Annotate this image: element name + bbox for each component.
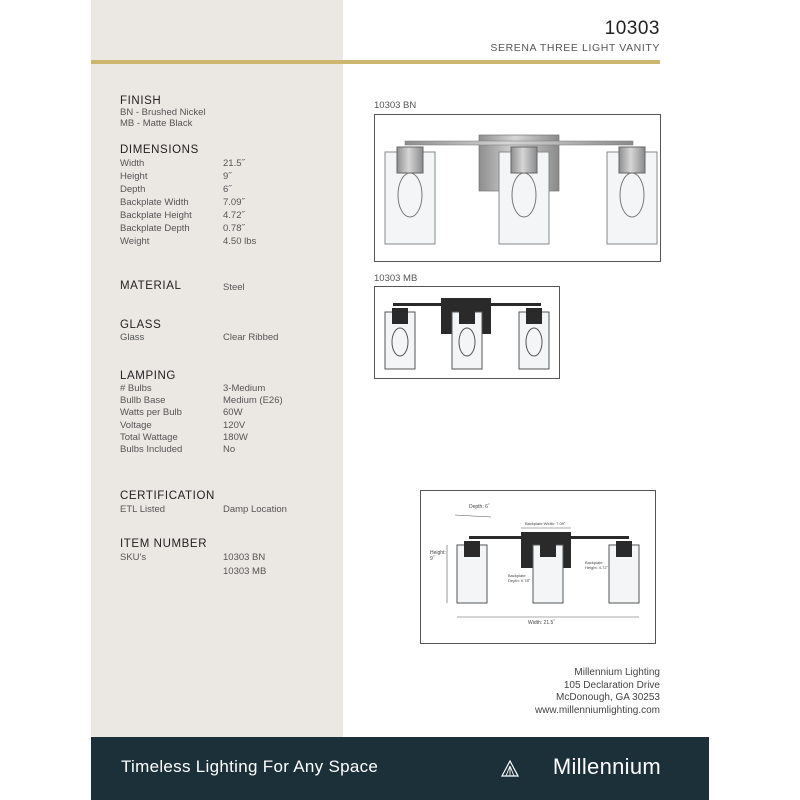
tagline: Timeless Lighting For Any Space bbox=[121, 757, 379, 776]
company-address bbox=[535, 667, 660, 717]
item-number-section bbox=[120, 538, 340, 579]
diagram-backplate-width-label: Backplate Width: 7.09˝ bbox=[525, 521, 566, 526]
dim-value: 7.09˝ bbox=[223, 197, 245, 208]
glass-value: Clear Ribbed bbox=[223, 332, 279, 343]
dim-value: 4.50 lbs bbox=[223, 236, 257, 247]
footer-bar bbox=[91, 737, 709, 800]
vanity-light-nickel-icon bbox=[375, 115, 660, 261]
finish-heading: FINISH bbox=[120, 95, 162, 107]
diagram-backplate-height-value: Height: 4.72˝ bbox=[585, 565, 608, 570]
dim-key: Backplate Width bbox=[120, 197, 189, 208]
diagram-depth-label: Depth: 6˝ bbox=[469, 504, 490, 510]
model-number: 10303 bbox=[604, 18, 660, 39]
lamp-key: Total Wattage bbox=[120, 431, 178, 443]
website-link[interactable]: www.millenniumlighting.com bbox=[534, 704, 660, 716]
diagram-height-label: Height: bbox=[430, 550, 446, 556]
dim-key: Depth bbox=[120, 184, 146, 195]
diagram-backplate-depth-value: Depth: 0.78˝ bbox=[508, 578, 531, 583]
lamp-value: No bbox=[223, 443, 236, 455]
lamp-value: 180W bbox=[223, 431, 248, 443]
city-address: McDonough, GA 30253 bbox=[556, 692, 660, 703]
dim-value: 6˝ bbox=[223, 184, 232, 195]
mb-image-label: 10303 MB bbox=[374, 273, 418, 284]
dim-key: Backplate Depth bbox=[120, 223, 190, 234]
dimension-diagram bbox=[420, 490, 656, 644]
street-address: 105 Declaration Drive bbox=[563, 679, 660, 691]
lamp-key: Bullb Base bbox=[120, 395, 166, 407]
dim-value: 0.78˝ bbox=[223, 223, 245, 234]
dim-key: Weight bbox=[120, 236, 150, 247]
finish-line: MB - Matte Black bbox=[120, 118, 193, 129]
product-name: SERENA THREE LIGHT VANITY bbox=[490, 42, 660, 54]
lamping-section bbox=[120, 370, 340, 456]
gold-divider bbox=[91, 60, 660, 64]
lamping-heading: LAMPING bbox=[120, 370, 176, 382]
sku-value: 10303 MB bbox=[223, 566, 267, 577]
dim-key: Height bbox=[120, 171, 148, 182]
company-name: Millennium Lighting bbox=[574, 667, 660, 678]
sku-key: SKU's bbox=[120, 552, 147, 563]
material-value: Steel bbox=[223, 282, 245, 293]
millennium-logo-icon bbox=[501, 759, 519, 777]
lamp-key: # Bulbs bbox=[120, 383, 152, 394]
dimensions-rows bbox=[120, 158, 340, 249]
vanity-light-black-icon bbox=[375, 287, 559, 378]
lamp-value: 3-Medium bbox=[223, 383, 266, 394]
glass-section bbox=[120, 319, 340, 345]
finish-line: BN - Brushed Nickel bbox=[120, 107, 206, 118]
material-heading: MATERIAL bbox=[120, 280, 182, 292]
dimensions-heading: DIMENSIONS bbox=[120, 144, 199, 156]
finish-section bbox=[120, 95, 340, 129]
cert-value: Damp Location bbox=[223, 504, 287, 515]
lamp-value: 120V bbox=[223, 419, 246, 431]
brand-name: Millennium bbox=[552, 754, 661, 779]
material-section bbox=[120, 281, 340, 295]
sku-value: 10303 BN bbox=[223, 552, 266, 563]
bn-image-label: 10303 BN bbox=[374, 100, 417, 111]
glass-key: Glass bbox=[120, 332, 145, 343]
bn-product-image bbox=[374, 114, 661, 262]
lamp-value: 60W bbox=[223, 407, 243, 419]
certification-heading: CERTIFICATION bbox=[120, 490, 215, 502]
dim-key: Width bbox=[120, 158, 145, 169]
diagram-backplate-depth-label: Backplate bbox=[508, 573, 526, 578]
lamp-key: Bulbs Included bbox=[120, 443, 183, 455]
certification-section bbox=[120, 490, 340, 517]
diagram-backplate-height-label: Backplate bbox=[585, 560, 603, 565]
lamp-key: Watts per Bulb bbox=[120, 407, 182, 419]
diagram-height-value: 9˝ bbox=[430, 556, 435, 562]
glass-heading: GLASS bbox=[120, 319, 162, 331]
cert-key: ETL Listed bbox=[120, 504, 166, 515]
dim-key: Backplate Height bbox=[120, 210, 192, 221]
mb-product-image bbox=[374, 286, 560, 379]
dim-value: 21.5˝ bbox=[223, 158, 245, 169]
item-number-heading: ITEM NUMBER bbox=[120, 538, 208, 550]
lamp-value: Medium (E26) bbox=[223, 395, 283, 407]
lamp-key: Voltage bbox=[120, 419, 152, 431]
dim-value: 4.72˝ bbox=[223, 210, 245, 221]
dim-value: 9˝ bbox=[223, 171, 232, 182]
diagram-width-label: Width: 21.5˝ bbox=[528, 620, 555, 626]
dimensions-section bbox=[120, 144, 340, 249]
